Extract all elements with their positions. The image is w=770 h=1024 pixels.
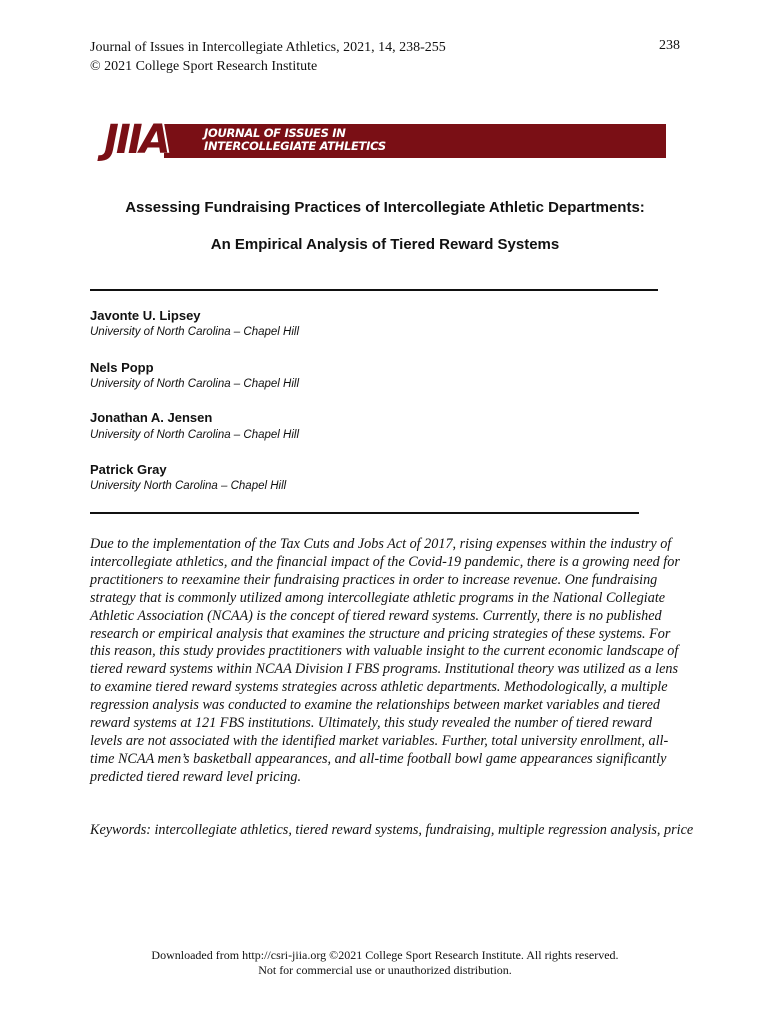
logo-text-line-2: INTERCOLLEGIATE ATHLETICS (204, 139, 386, 153)
author-affiliation: University of North Carolina – Chapel Hill (90, 326, 299, 338)
author-affiliation: University North Carolina – Chapel Hill (90, 480, 287, 492)
author-name: Jonathan A. Jensen (90, 410, 213, 425)
page-footer (60, 948, 710, 978)
journal-citation: Journal of Issues in Intercollegiate Athletics, 2021, 14, 238-255 (90, 40, 446, 55)
logo-mark: JIIA (104, 117, 168, 163)
logo-text-line-1: JOURNAL OF ISSUES IN (204, 126, 346, 140)
author-name: Nels Popp (90, 360, 154, 375)
article-subtitle: An Empirical Analysis of Tiered Reward Systems (210, 236, 560, 253)
author-name: Javonte U. Lipsey (90, 308, 201, 323)
footer-usage-notice: Not for commercial use or unauthorized distribution. (258, 963, 512, 977)
author-name: Patrick Gray (90, 462, 167, 477)
keywords: Keywords: intercollegiate athletics, tiered reward systems, fundraising, multiple regression analysis, price (90, 822, 694, 838)
footer-download-notice: Downloaded from http://csri-jiia.org ©2021 College Sport Research Institute. All rights reserved. (151, 948, 619, 962)
page-number: 238 (659, 38, 680, 53)
copyright-line: © 2021 College Sport Research Institute (90, 59, 318, 74)
journal-logo (104, 117, 666, 163)
divider-top (90, 289, 658, 291)
running-header (90, 38, 446, 76)
divider-bottom (90, 512, 639, 514)
author-affiliation: University of North Carolina – Chapel Hill (90, 429, 299, 441)
author-affiliation: University of North Carolina – Chapel Hill (90, 378, 299, 390)
logo-text (204, 127, 504, 153)
abstract-text: Due to the implementation of the Tax Cuts and Jobs Act of 2017, rising expenses within the industry of intercollegiate athletics, and the financial impact of the Covid-19 pandemic, there is a growing need for practitioners to reexamine their fundraising practices in order to increase revenue. One fundraising strategy that is commonly utilized among intercollegiate athletic programs in the National Collegiate Athletic Association (NCAA) is the concept of tiered reward systems. Currently, there is no published research or empirical analysis that examines the structure and pricing strategies of these systems. For this reason, this study provides practitioners with valuable insight to the current economic landscape of tiered reward systems within NCAA Division I FBS programs. Institutional theory was utilized as a lens to examine tiered reward systems strategies across athletic departments. Methodologically, a multiple regression analysis was conducted to examine the relationships between market variables and tiered reward systems at 121 FBS institutions. Ultimately, this study revealed the number of tiered reward levels are not associated with the identified market variables. Further, total university enrollment, all-time NCAA men’s basketball appearances, and all-time football bowl game appearances significantly predicted tiered reward level pricing. (90, 536, 680, 785)
article-title: Assessing Fundraising Practices of Intercollegiate Athletic Departments: (125, 199, 645, 216)
